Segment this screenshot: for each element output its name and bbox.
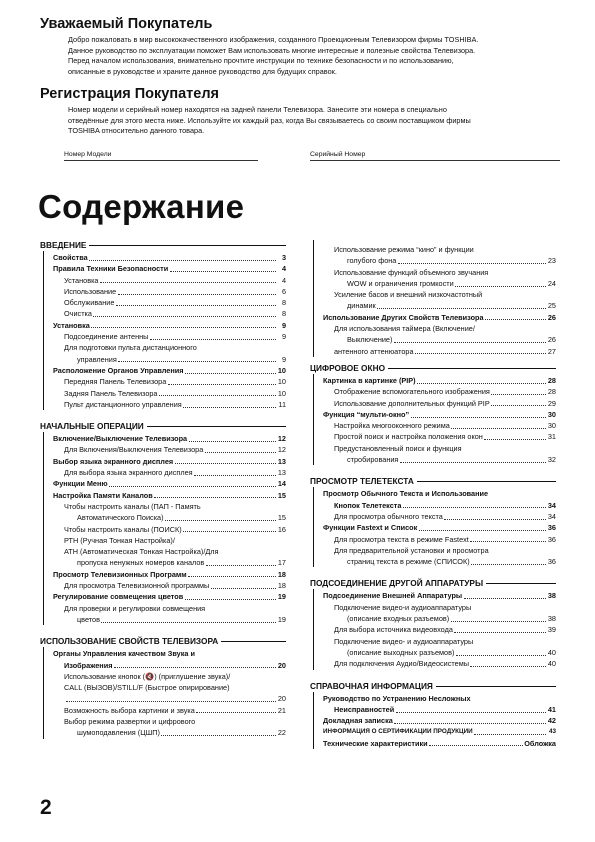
toc-entry-page: 36 <box>547 534 556 544</box>
toc-entry-title: WOW и ограничения громкости <box>347 278 454 288</box>
toc-entry[interactable] <box>53 444 286 455</box>
toc-entry-page: 36 <box>547 557 556 567</box>
toc-entry-title: Простой поиск и настройка положения окон <box>334 432 483 442</box>
toc-entry-title: Использование <box>64 286 117 296</box>
toc-entry-title: пропуска ненужных номеров каналов <box>77 558 205 568</box>
contents-title: Содержание <box>38 188 245 225</box>
toc-entry[interactable] <box>323 624 556 635</box>
welcome-line: Данное руководство по эксплуатации поможет Вам использовать многие интересные и полезные свойства Телевизора. <box>68 45 476 55</box>
toc-entry-page: 18 <box>277 581 286 591</box>
toc-entry-title: Регулирование совмещения цветов <box>53 592 184 602</box>
toc-entry-title: Расположение Органов Управления <box>53 365 184 375</box>
toc-entry-title: управления <box>77 354 117 364</box>
toc-entry-title: Функции Меню <box>53 479 108 489</box>
toc-entry-page: 34 <box>547 511 556 521</box>
toc-entry-page: 12 <box>277 445 286 455</box>
toc-entry-title: Использование Других Свойств Телевизора <box>323 312 484 322</box>
toc-entry-title: (описание выходных разъемов) <box>347 647 455 657</box>
toc-entry[interactable] <box>323 613 556 624</box>
welcome-line: описанные в руководстве и храните данное руководство для будущих справок. <box>68 66 337 76</box>
toc-entry-title: Правила Техники Безопасности <box>53 264 169 274</box>
toc-section-reference <box>310 681 556 749</box>
toc-entry-title: Для просмотра текста в режиме Fastext <box>334 534 469 544</box>
toc-entry[interactable] <box>323 647 556 658</box>
toc-left-column <box>40 240 286 750</box>
toc-entry-title: Чтобы настроить каналы (ПОИСК) <box>64 524 182 534</box>
toc-entry-title: Пульт дистанционного управления <box>64 399 182 409</box>
toc-entry[interactable] <box>53 399 286 410</box>
toc-entry-title: Возможность выбора картинки и звука <box>64 705 195 715</box>
toc-entry[interactable] <box>53 478 286 489</box>
toc-entry[interactable] <box>53 252 286 263</box>
toc-entry-page: 28 <box>547 387 556 397</box>
toc-entry[interactable] <box>53 433 286 444</box>
toc-entry-title: Докладная записка <box>323 716 393 726</box>
toc-entry-title: Для выбора языка экранного дисплея <box>64 468 193 478</box>
toc-entry[interactable] <box>323 375 556 386</box>
toc-section-heading <box>40 421 286 432</box>
toc-section-heading <box>40 240 286 251</box>
toc-section-heading-text: ЦИФРОВОЕ ОКНО <box>310 362 386 373</box>
toc-entry[interactable] <box>323 522 556 533</box>
toc-entry-title: Свойства <box>53 253 88 262</box>
toc-entry-title: цветов <box>77 614 100 624</box>
toc-entry[interactable] <box>53 286 286 297</box>
toc-entry[interactable] <box>323 500 556 511</box>
toc-entry-page: 41 <box>547 704 556 714</box>
toc-section-heading-text: ИСПОЛЬЗОВАНИЕ СВОЙСТВ ТЕЛЕВИЗОРА <box>40 636 219 647</box>
toc-entry[interactable] <box>323 255 556 266</box>
toc-section-heading-text: СПРАВОЧНАЯ ИНФОРМАЦИЯ <box>310 680 433 691</box>
toc-entry-page: 38 <box>547 591 556 601</box>
toc-entry-line: Подключение видео-и аудиоаппаратуры <box>334 602 472 612</box>
toc-entry[interactable] <box>53 614 286 625</box>
toc-entry-page: 40 <box>547 659 556 669</box>
toc-entry-page: 30 <box>547 409 556 419</box>
toc-entry[interactable] <box>53 580 286 591</box>
toc-section-digital <box>310 363 556 465</box>
toc-entry[interactable] <box>53 512 286 523</box>
toc-entry-line: Использование функций объемного звучания <box>334 267 489 277</box>
toc-entry-title: Для просмотра обычного текста <box>334 511 443 521</box>
toc-entry-title: Кнопок Телетекста <box>334 500 402 510</box>
toc-section-intro <box>40 240 286 410</box>
toc-entry[interactable] <box>53 354 286 365</box>
toc-entry-page: 9 <box>281 332 286 342</box>
toc-entry[interactable] <box>53 660 286 671</box>
toc-entry-page: 19 <box>277 614 286 624</box>
toc-section-basic <box>40 421 286 625</box>
toc-section-heading <box>40 636 286 647</box>
toc-entry-title: Автоматического Поиска) <box>77 513 164 523</box>
toc-entry[interactable] <box>323 590 556 601</box>
toc-entry[interactable] <box>53 569 286 580</box>
toc-entry-page: 15 <box>277 490 286 500</box>
toc-entry-title: (описание входных разъемов) <box>347 614 450 624</box>
toc-entry-page: 13 <box>277 468 286 478</box>
toc-entry-title: Просмотр Телевизионных Программ <box>53 569 187 579</box>
toc-entry-line: Для использования таймера (Включение/ <box>334 324 475 334</box>
toc-entry-page: 4 <box>281 264 286 274</box>
toc-entry-page: 38 <box>547 614 556 624</box>
welcome-title: Уважаемый Покупатель <box>40 16 213 32</box>
toc-section-usage-continued <box>310 240 556 357</box>
toc-section-heading-text: ПРОСМОТР ТЕЛЕТЕКСТА <box>310 476 414 487</box>
toc-entry-page: 24 <box>547 278 556 288</box>
toc-right-column <box>310 240 556 760</box>
toc-entry[interactable] <box>53 467 286 478</box>
toc-entry-page: 30 <box>547 421 556 431</box>
toc-entry-page: 17 <box>277 558 286 568</box>
toc-entry-title: Обслуживание <box>64 298 115 308</box>
toc-entry-title: Для выбора источника видеовхода <box>334 625 453 635</box>
toc-entry-title: динамик <box>347 301 376 311</box>
toc-entry-title: Настройка Памяти Каналов <box>53 490 153 500</box>
toc-entry-page: 21 <box>277 705 286 715</box>
toc-entry-title: Выключение) <box>347 335 393 345</box>
toc-entry-title: Использование дополнительных функций PIP <box>334 398 490 408</box>
toc-entry-page: 43 <box>548 728 556 736</box>
toc-section-heading <box>310 681 556 692</box>
toc-entry-line: АТН (Автоматическая Тонкая Настройка)/Для <box>64 547 219 557</box>
toc-entry-page: 10 <box>277 377 286 387</box>
toc-entry[interactable] <box>323 409 556 420</box>
toc-entry-page: 36 <box>547 523 556 533</box>
toc-entry[interactable] <box>53 557 286 568</box>
toc-entry-title: антенного аттенюатора <box>334 346 414 356</box>
toc-entry-title: Включение/Выключение Телевизора <box>53 434 188 444</box>
toc-entry-title: голубого фона <box>347 256 397 266</box>
toc-entry[interactable] <box>323 312 556 323</box>
welcome-section <box>40 16 560 77</box>
toc-entry-title: Картинка в картинке (PIP) <box>323 375 416 385</box>
toc-entry-line: Для проверки и регулировки совмещения <box>64 603 206 613</box>
toc-entry-page: 34 <box>547 500 556 510</box>
toc-entry-page: 10 <box>277 388 286 398</box>
toc-entry-title: Технические характеристики <box>323 738 428 748</box>
toc-entry-title: Для Включения/Выключения Телевизора <box>64 445 204 455</box>
welcome-text <box>68 35 560 77</box>
toc-entry[interactable] <box>53 365 286 376</box>
toc-entry-page: 18 <box>277 569 286 579</box>
page-number: 2 <box>40 796 52 819</box>
toc-entry-page: Обложка <box>524 738 556 748</box>
toc-entry-page: 8 <box>281 298 286 308</box>
toc-entry[interactable] <box>323 398 556 409</box>
toc-entry[interactable] <box>53 320 286 331</box>
toc-entry[interactable] <box>53 263 286 274</box>
toc-entry[interactable] <box>53 727 286 738</box>
toc-entry[interactable] <box>323 715 556 726</box>
toc-entry-title: Подсоединение Внешней Аппаратуры <box>323 591 463 601</box>
toc-entry[interactable] <box>53 456 286 467</box>
toc-entry[interactable] <box>323 420 556 431</box>
toc-entry-line: Использование кнопок (🔇) (приглушение звука)/ <box>64 671 231 681</box>
toc-entry-page: 11 <box>278 399 286 409</box>
toc-entry-page: 14 <box>277 479 286 489</box>
toc-entry-line: РТН (Ручная Тонкая Настройка)/ <box>64 535 175 545</box>
registration-section <box>40 86 560 137</box>
toc-entry-page: 42 <box>547 716 556 726</box>
toc-entry[interactable] <box>323 726 556 737</box>
toc-entry[interactable] <box>323 431 556 442</box>
toc-entry-line: Органы Управления качеством Звука и <box>53 649 195 659</box>
toc-entry[interactable] <box>323 556 556 567</box>
toc-entry-page: 40 <box>547 647 556 657</box>
toc-entry-page: 32 <box>547 455 556 465</box>
toc-entry-page: 27 <box>547 346 556 356</box>
toc-entry-line: Предустановленный поиск и функция <box>334 443 462 453</box>
toc-entry[interactable] <box>323 300 556 311</box>
toc-entry-title: Передняя Панель Телевизора <box>64 377 167 387</box>
model-number-field[interactable] <box>64 150 258 161</box>
toc-entry-page: 20 <box>277 660 286 670</box>
registration-line: отведённые для этого места ниже. Используйте их каждый раз, когда Вы связываетесь со своим поставщиком фирмы <box>68 115 471 125</box>
toc-entry-page: 23 <box>547 256 556 266</box>
toc-entry[interactable] <box>53 388 286 399</box>
toc-entry[interactable] <box>323 534 556 545</box>
toc-section-heading-text: НАЧАЛЬНЫЕ ОПЕРАЦИИ <box>40 421 144 432</box>
toc-entry[interactable] <box>323 738 556 749</box>
toc-entry[interactable] <box>53 297 286 308</box>
toc-entry-page: 39 <box>547 625 556 635</box>
toc-entry-line: Чтобы настроить каналы (ПАП - Память <box>64 501 201 511</box>
toc-entry-page: 16 <box>277 524 286 534</box>
toc-section-heading <box>310 476 556 487</box>
toc-entry-line: Использование режима “кино” и функции <box>334 245 474 254</box>
toc-entry-page: 9 <box>281 320 286 330</box>
toc-entry-page: 20 <box>277 694 286 704</box>
toc-entry-page: 28 <box>547 375 556 385</box>
toc-entry-title: шумоподавления (ЦШП) <box>77 728 160 738</box>
toc-entry-page: 19 <box>277 592 286 602</box>
registration-fields <box>64 150 560 164</box>
toc-entry-page: 12 <box>277 434 286 444</box>
toc-section-heading-text: ПОДСОЕДИНЕНИЕ ДРУГОЙ АППАРАТУРЫ <box>310 578 484 589</box>
toc-entry[interactable] <box>323 704 556 715</box>
toc-entry-title: Задняя Панель Телевизора <box>64 388 158 398</box>
toc-entry-title: стробирования <box>347 455 399 465</box>
toc-entry-page: 26 <box>547 335 556 345</box>
toc-entry[interactable] <box>53 490 286 501</box>
toc-entry-line: Руководство по Устранению Несложных <box>323 693 471 703</box>
toc-entry[interactable] <box>53 591 286 602</box>
toc-entry[interactable] <box>53 693 286 704</box>
toc-entry-line: Усиление басов и внешний низкочастотный <box>334 290 483 300</box>
toc-entry-page: 10 <box>277 365 286 375</box>
toc-section-other-equipment <box>310 578 556 669</box>
toc-entry[interactable] <box>323 334 556 345</box>
toc-entry-title: Очистка <box>64 309 92 319</box>
toc-entry-title: ИНФОРМАЦИЯ О СЕРТИФИКАЦИИ ПРОДУКЦИИ <box>323 728 473 736</box>
welcome-line: Добро пожаловать в мир высококачественного изображения, созданного Проекционным Телевизором фирмы TOSHIBA. <box>68 35 479 44</box>
toc-section-heading <box>310 363 556 374</box>
toc-section-usage <box>40 636 286 738</box>
registration-line: TOSHIBA относительно данного товара. <box>68 126 205 136</box>
toc-entry-page: 22 <box>277 728 286 738</box>
registration-line: Номер модели и серийный номер находятся на задней панели Телевизора. Занесите эти номера в специально <box>68 105 447 114</box>
toc-entry[interactable] <box>53 331 286 342</box>
model-number-label: Номер Модели <box>64 151 112 158</box>
toc-entry[interactable] <box>323 346 556 357</box>
toc-entry[interactable] <box>323 386 556 397</box>
toc-entry[interactable] <box>53 275 286 286</box>
toc-section-heading-text: ВВЕДЕНИЕ <box>40 240 87 250</box>
toc-entry-title: Подсоединение антенны <box>64 332 149 342</box>
toc-entry-title: Отображение вспомогательного изображения <box>334 387 490 397</box>
toc-entry-page: 15 <box>277 513 286 523</box>
toc-entry-title: Установка <box>53 320 90 330</box>
toc-entry-page: 6 <box>281 286 286 296</box>
toc-entry-title: Установка <box>64 275 99 285</box>
toc-entry-title: Функция “мульти-окно” <box>323 409 410 419</box>
toc-entry[interactable] <box>53 308 286 319</box>
toc-entry-page: 31 <box>547 432 556 442</box>
toc-entry[interactable] <box>323 454 556 465</box>
toc-entry-title: Для просмотра Телевизионной программы <box>64 581 210 591</box>
toc-entry-title: Функции Fastext и Список <box>323 523 418 533</box>
toc-entry-title: Для подключения Аудио/Видеосистемы <box>334 659 469 669</box>
toc-section-heading <box>310 578 556 589</box>
toc-entry-line: Выбор режима развертки и цифрового <box>64 716 196 726</box>
toc-entry-title: Выбор языка экранного дисплея <box>53 456 174 466</box>
toc-section-teletext <box>310 476 556 567</box>
registration-text <box>68 105 560 137</box>
toc-entry-title: страниц текста в режиме (СПИСОК) <box>347 557 470 567</box>
toc-entry-line: Для подготовки пульта дистанционного <box>64 343 197 353</box>
toc-entry-page: 8 <box>281 309 286 319</box>
toc-entry-line: Просмотр Обычного Текста и Использование <box>323 489 489 499</box>
toc-entry-line: Для предварительной установки и просмотра <box>334 545 489 555</box>
toc-entry-page: 29 <box>547 398 556 408</box>
registration-title: Регистрация Покупателя <box>40 86 219 102</box>
toc-entry-line: CALL (ВЫЗОВ)/STILL/F (Быстрое опирирование) <box>64 683 230 693</box>
toc-entry-page: 26 <box>547 312 556 322</box>
toc-entry-page: 9 <box>281 354 286 364</box>
toc-entry[interactable] <box>323 278 556 289</box>
welcome-line: Перед началом использования, внимательно прочтите инструкции по технике безопасности и по использованию, <box>68 56 454 66</box>
toc-entry-page: 25 <box>547 301 556 311</box>
toc-entry[interactable] <box>53 376 286 387</box>
toc-entry[interactable] <box>323 658 556 669</box>
serial-number-field[interactable] <box>310 150 560 161</box>
toc-entry-line: Подключение видео- и аудиоаппаратуры <box>334 636 474 646</box>
toc-entry-title: Изображения <box>64 660 113 670</box>
toc-entry-page: 4 <box>281 275 286 285</box>
toc-entry-page: 3 <box>281 253 286 262</box>
toc-entry[interactable] <box>53 705 286 716</box>
toc-entry[interactable] <box>323 511 556 522</box>
toc-entry-page: 13 <box>277 456 286 466</box>
toc-entry[interactable] <box>53 524 286 535</box>
toc-entry-title: Настройка многооконного режима <box>334 421 450 431</box>
toc-entry-title: Неисправностей <box>334 704 395 714</box>
serial-number-label: Серийный Номер <box>310 151 366 158</box>
